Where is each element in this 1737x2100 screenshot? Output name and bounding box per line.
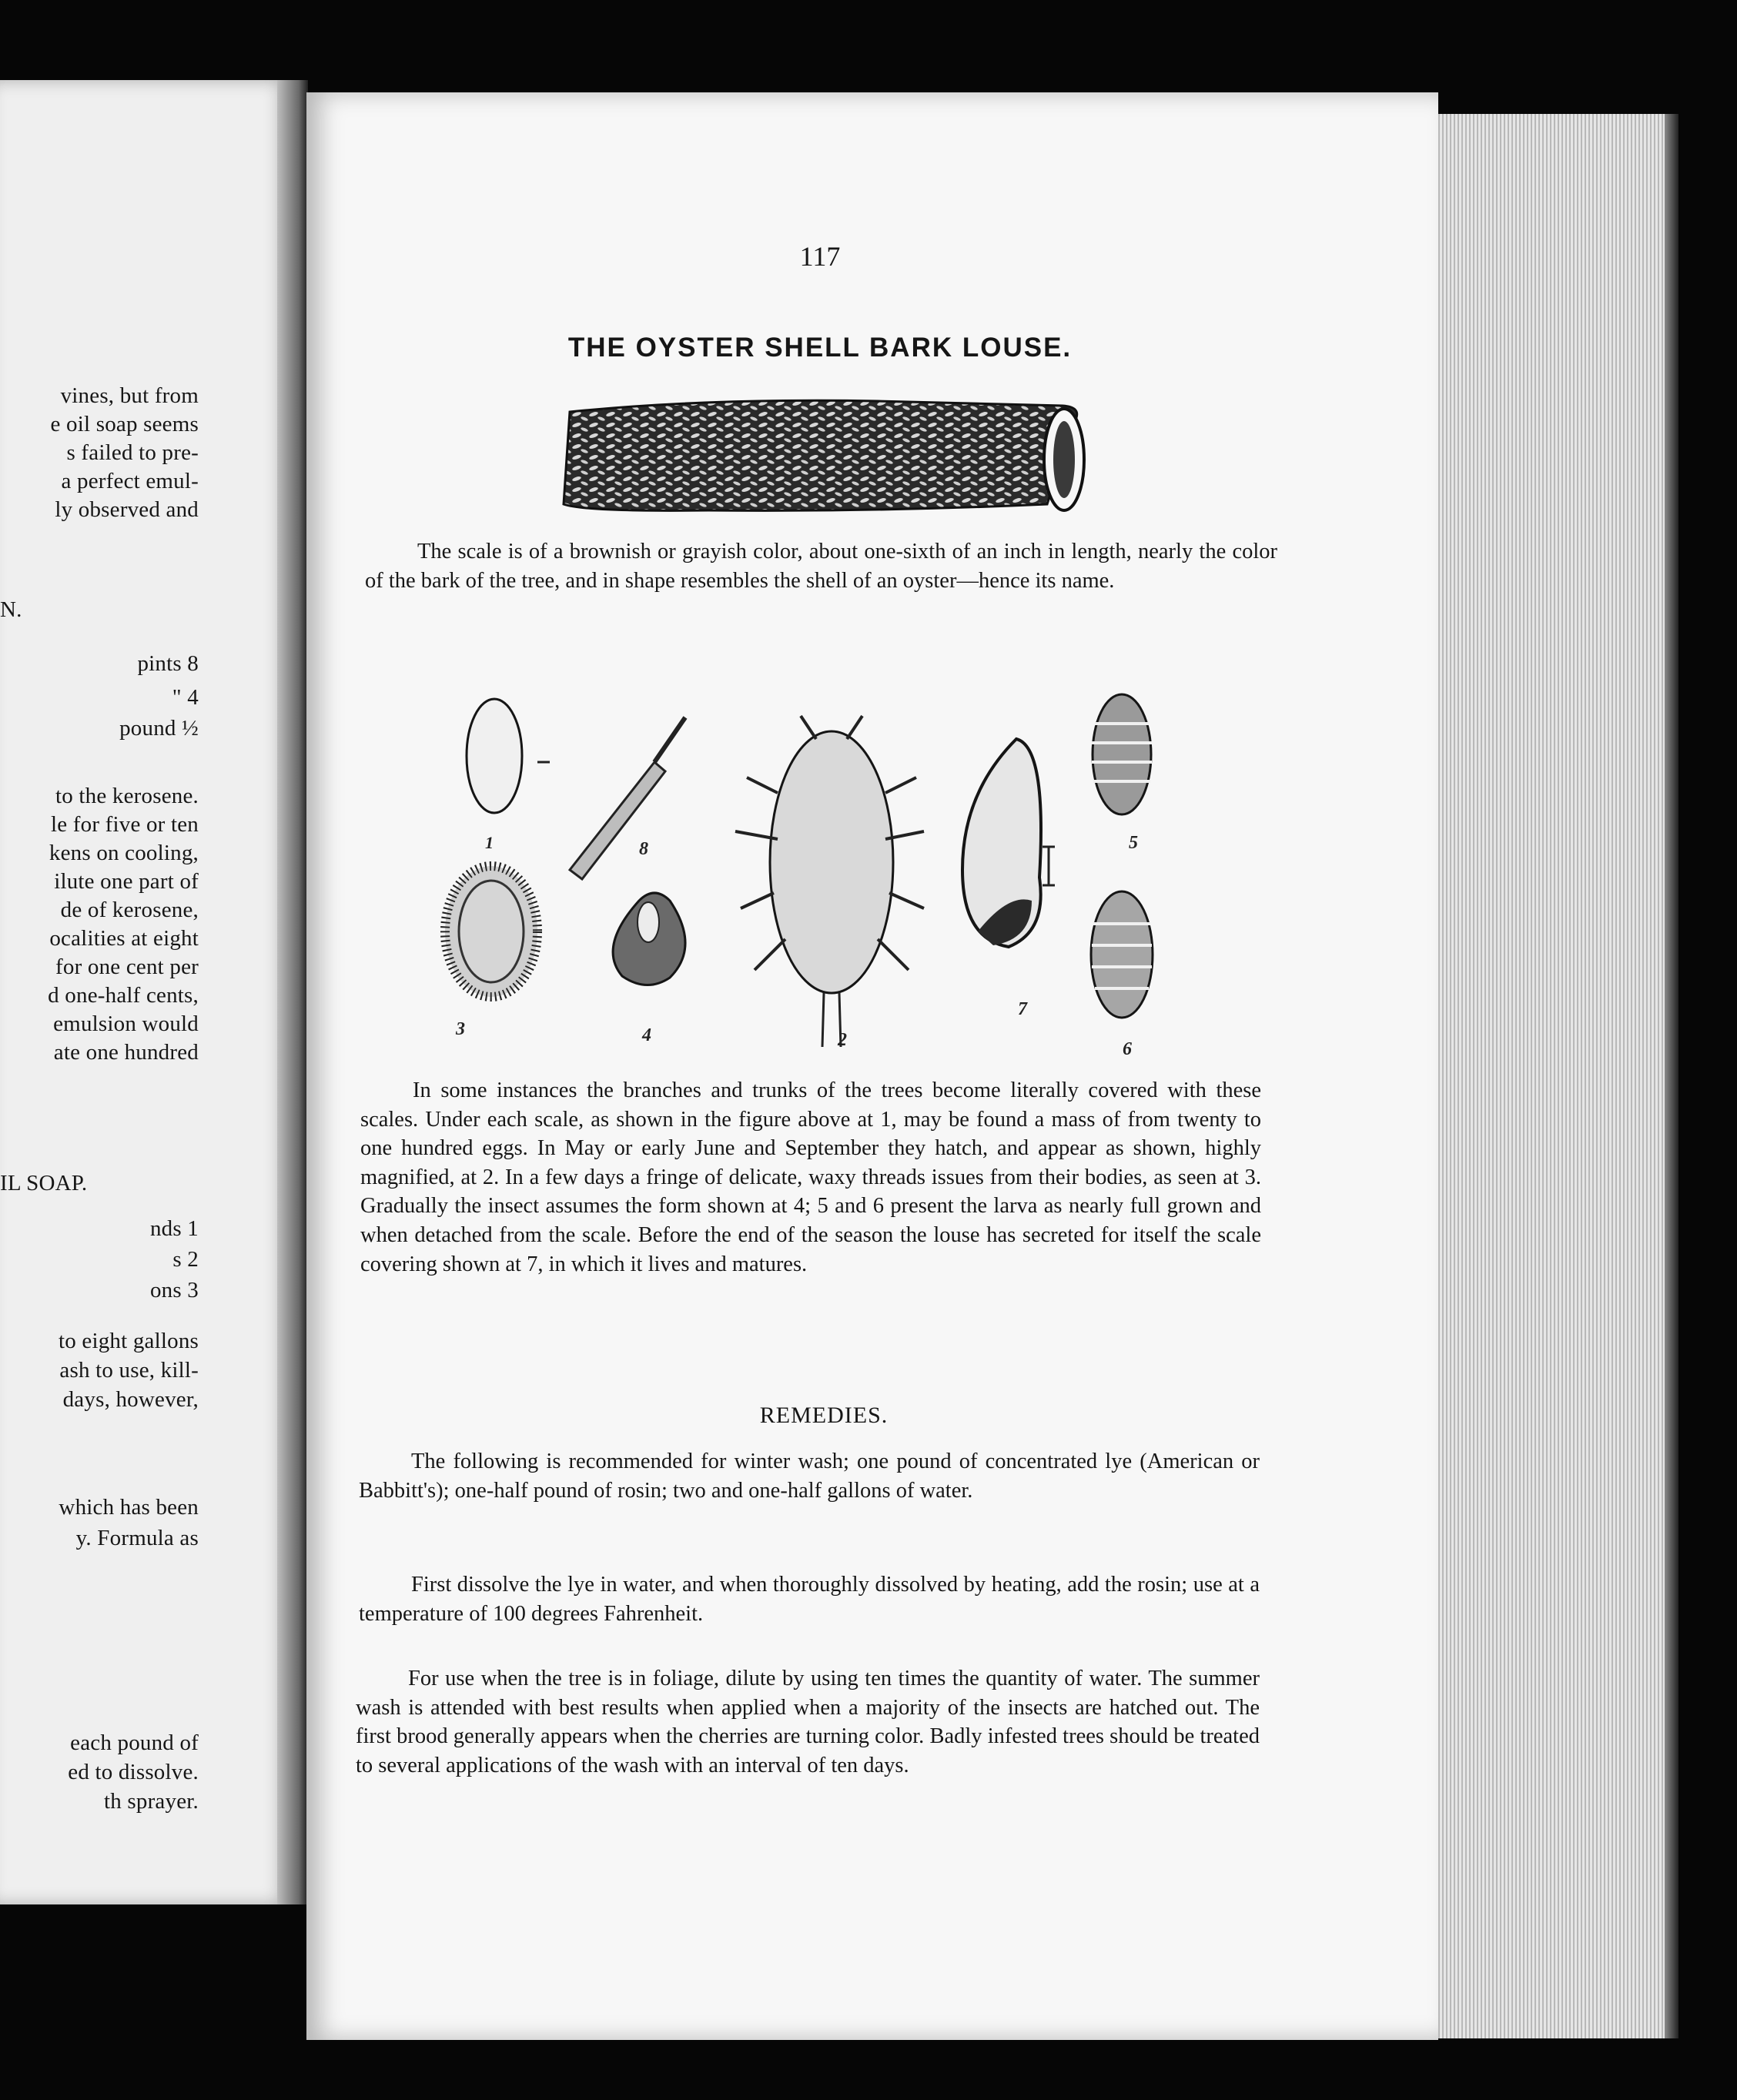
left-line: nds 1 bbox=[149, 1216, 199, 1241]
figure-label: 3 bbox=[456, 1019, 465, 1039]
left-line: pints 8 bbox=[137, 651, 199, 676]
page-title: THE OYSTER SHELL BARK LOUSE. bbox=[567, 333, 1073, 363]
fig-scale-7 bbox=[962, 739, 1055, 947]
page-number: 117 bbox=[799, 241, 841, 272]
left-line: which has been bbox=[59, 1495, 199, 1520]
remedy-winter-wash: The following is recommended for winter wash; one pound of concentrated lye (American or Babbitt's); one-half pound of rosin; two and one-half gallons of water. bbox=[359, 1450, 1260, 1503]
left-line: ons 3 bbox=[149, 1278, 199, 1302]
figure-plate bbox=[423, 677, 1224, 1078]
left-line: " 4 bbox=[172, 685, 199, 710]
left-line: ocalities at eight bbox=[49, 926, 199, 951]
fig-larva-5 bbox=[1092, 694, 1152, 814]
left-line: each pound of bbox=[70, 1730, 199, 1755]
figure-label: 1 bbox=[485, 833, 494, 852]
fig-antenna bbox=[570, 717, 685, 879]
left-line: ilute one part of bbox=[54, 869, 199, 894]
remedy-summer-wash: For use when the tree is in foliage, dilute by using ten times the quantity of water. The summer wash is attended with best results when applied when a majority of the insects are hatched out. The first brood generally appears when the cherries are turning color. Badly infested trees should be treated to several applications of the wash with an interval of ten days. bbox=[356, 1667, 1260, 1777]
fig-egg bbox=[467, 699, 550, 813]
left-line: days, however, bbox=[62, 1387, 199, 1412]
left-page bbox=[0, 80, 291, 1904]
left-line: kens on cooling, bbox=[49, 841, 199, 865]
book-gutter bbox=[277, 80, 308, 1904]
lifecycle-paragraph: In some instances the branches and trunks of the trees become literally covered with these scales. Under each scale, as shown in the figure above at 1, may be found a mass of from twenty to one hundred eggs. In May or early June and September they hatch, and appear as shown, highly magnified, at 2. In a few days a fringe of delicate, waxy threads issues from their bodies, as seen at 3. Gradually the insect assumes the form shown at 4; 5 and 6 present the larva as nearly full grown and when detached from the scale. Before the end of the season the louse has secreted for itself the scale covering shown at 7, in which it lives and matures. bbox=[360, 1078, 1261, 1276]
figure-label: 5 bbox=[1129, 833, 1138, 853]
left-line: vines, but from bbox=[60, 383, 199, 408]
left-line: e oil soap seems bbox=[50, 412, 199, 436]
left-line: pound ½ bbox=[119, 716, 199, 741]
left-line: for one cent per bbox=[55, 955, 199, 979]
figure-label: 2 bbox=[838, 1030, 847, 1050]
fig-larva-6 bbox=[1091, 891, 1153, 1018]
left-line: s failed to pre- bbox=[66, 440, 199, 465]
left-line: emulsion would bbox=[53, 1012, 199, 1036]
figure-label: 7 bbox=[1018, 999, 1027, 1019]
fig-scale-4 bbox=[613, 893, 685, 985]
figure-label: 4 bbox=[642, 1025, 651, 1045]
figure-label: 6 bbox=[1123, 1039, 1132, 1059]
left-line: N. bbox=[0, 597, 22, 622]
left-line: ly observed and bbox=[55, 497, 199, 522]
bark-illustration bbox=[554, 389, 1116, 527]
page-edges bbox=[1417, 114, 1678, 2038]
left-line: th sprayer. bbox=[103, 1789, 199, 1814]
figure-label: 8 bbox=[639, 839, 648, 859]
left-line: IL SOAP. bbox=[0, 1171, 88, 1195]
fig-larva-2 bbox=[735, 716, 924, 1047]
left-line: a perfect emul- bbox=[61, 469, 199, 493]
left-line: de of kerosene, bbox=[60, 898, 199, 922]
left-line: to the kerosene. bbox=[55, 784, 199, 808]
left-line: y. Formula as bbox=[75, 1526, 199, 1550]
fig-fringed-insect bbox=[445, 866, 537, 997]
remedies-heading: REMEDIES. bbox=[759, 1403, 889, 1428]
left-line: s 2 bbox=[172, 1247, 199, 1272]
left-line: ash to use, kill- bbox=[59, 1358, 199, 1383]
left-line: d one-half cents, bbox=[48, 983, 199, 1008]
left-line: ate one hundred bbox=[53, 1040, 199, 1065]
intro-paragraph: The scale is of a brownish or grayish color, about one-sixth of an inch in length, nearly the color of the bark of the tree, and in shape resembles the shell of an oyster—hence its name. bbox=[365, 540, 1277, 593]
left-line: le for five or ten bbox=[50, 812, 199, 837]
left-line: ed to dissolve. bbox=[68, 1760, 199, 1784]
remedy-dissolve: First dissolve the lye in water, and when thoroughly dissolved by heating, add the rosin; use at a temperature of 100 degrees Fahrenheit. bbox=[359, 1573, 1260, 1626]
left-line: to eight gallons bbox=[58, 1329, 199, 1353]
